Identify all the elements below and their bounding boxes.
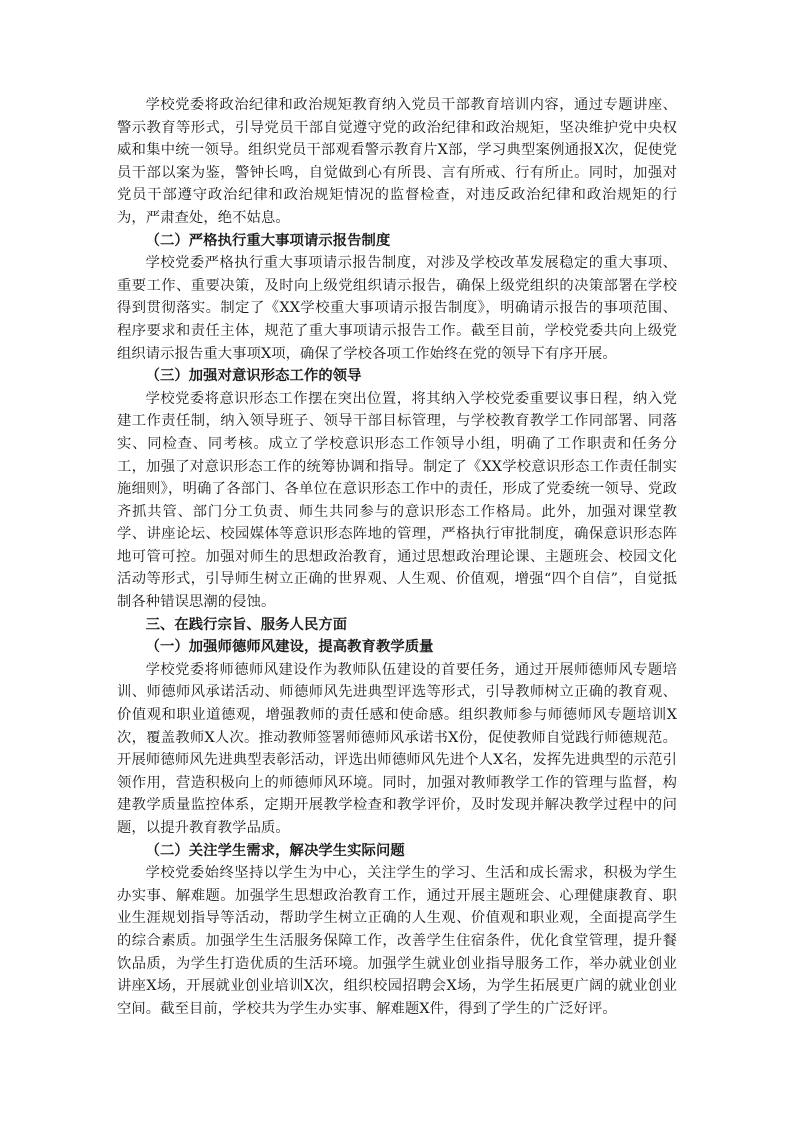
- heading-serve-people: 三、在践行宗旨、服务人民方面: [145, 616, 348, 633]
- paragraph-teacher-ethics: 学校党委将师德师风建设作为教师队伍建设的首要任务，通过开展师德师风专题培训、师德师风承诺活动、师德师风先进典型评选等形式，引导教师树立正确的教育观、价值观和职业道德观，增强教师的责任感和使命感。组织教师参与师德师风专题培训X次，覆盖教师X人次。推动教师签署师德师风承诺书X份，促使教师自觉践行师德规范。开展师德师风先进典型表彰活动，评选出师德师风先进个人X名，发挥先进典型的示范引领作用，营造积极向上的师德师风环境。同时，加强对教师教学工作的管理与监督，构建教学质量监控体系，定期开展教学检查和教学评价，及时发现并解决教学过程中的问题，以提升教育教学品质。: [117, 661, 677, 836]
- paragraph-major-matters: 学校党委严格执行重大事项请示报告制度，对涉及学校改革发展稳定的重大事项、重要工作、重要决策，及时向上级党组织请示报告，确保上级党组织的决策部署在学校得到贯彻落实。制定了《XX学校重大事项请示报告制度》，明确请示报告的事项范围、程序要求和责任主体，规范了重大事项请示报告工作。截至目前，学校党委共向上级党组织请示报告重大事项X项，确保了学校各项工作始终在党的领导下有序开展。: [117, 255, 677, 362]
- paragraph-ideology: 学校党委将意识形态工作摆在突出位置，将其纳入学校党委重要议事日程，纳入党建工作责任制，纳入领导班子、领导干部目标管理，与学校教育教学工作同部署、同落实、同检查、同考核。成立了学校意识形态工作领导小组，明确了工作职责和任务分工，加强了对意识形态工作的统筹协调和指导。制定了《XX学校意识形态工作责任制实施细则》，明确了各部门、各单位在意识形态工作中的责任，形成了党委统一领导、党政齐抓共管、部门分工负责、师生共同参与的意识形态工作格局。此外，加强对课堂教学、讲座论坛、校园媒体等意识形态阵地的管理，严格执行审批制度，确保意识形态阵地可管可控。加强对师生的思想政治教育，通过思想政治理论课、主题班会、校园文化活动等形式，引导师生树立正确的世界观、人生观、价值观，增强“四个自信”，自觉抵制各种错误思潮的侵蚀。: [117, 390, 677, 611]
- subheading-major-matters: （二）严格执行重大事项请示报告制度: [145, 232, 391, 249]
- subheading-teacher-ethics: （一）加强师德师风建设，提高教育教学质量: [145, 639, 434, 656]
- paragraph-student-needs: 学校党委始终坚持以学生为中心，关注学生的学习、生活和成长需求，积极为学生办实事、解难题。加强学生思想政治教育工作，通过开展主题班会、心理健康教育、职业生涯规划指导等活动，帮助学生树立正确的人生观、价值观和职业观，全面提高学生的综合素质。加强学生生活服务保障工作，改善学生住宿条件，优化食堂管理，提升餐饮品质，为学生打造优质的生活环境。加强学生就业创业指导服务工作，举办就业创业讲座X场，开展就业创业培训X次，组织校园招聘会X场，为学生拓展更广阔的就业创业空间。截至目前，学校共为学生办实事、解难题X件，得到了学生的广泛好评。: [117, 865, 677, 1017]
- subheading-ideology: （三）加强对意识形态工作的领导: [145, 368, 362, 385]
- document-page: [117, 94, 677, 1020]
- paragraph-political-discipline: 学校党委将政治纪律和政治规矩教育纳入党员干部教育培训内容，通过专题讲座、警示教育等形式，引导党员干部自觉遵守党的政治纪律和政治规矩，坚决维护党中央权威和集中统一领导。组织党员干部观看警示教育片X部，学习典型案例通报X次，促使党员干部以案为鉴，警钟长鸣，自觉做到心有所畏、言有所戒、行有所止。同时，加强对党员干部遵守政治纪律和政治规矩情况的监督检查，对违反政治纪律和政治规矩的行为，严肃查处，绝不姑息。: [117, 97, 677, 226]
- subheading-student-needs: （二）关注学生需求，解决学生实际问题: [145, 842, 405, 859]
